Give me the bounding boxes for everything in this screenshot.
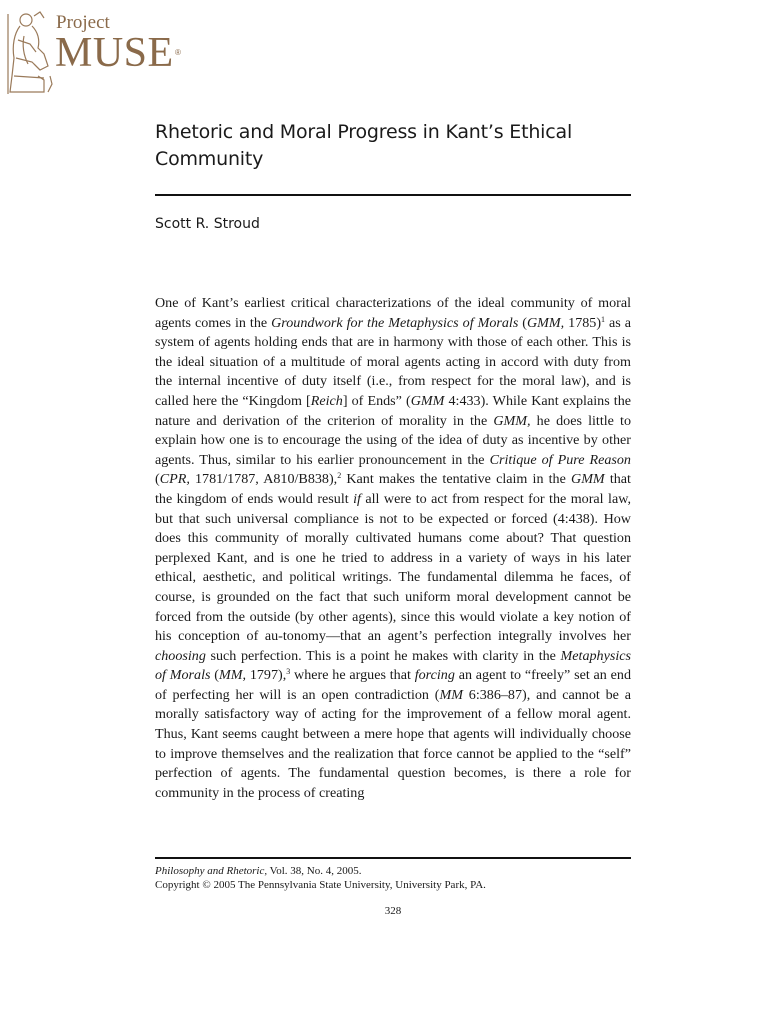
- journal-citation: [155, 864, 631, 878]
- article-title: Rhetoric and Moral Progress in Kant’s Ethical Community: [155, 121, 573, 170]
- logo-muse-text: MUSE: [55, 30, 174, 76]
- citation-footer: [155, 864, 631, 892]
- copyright-line: Copyright © 2005 The Pennsylvania State University, University Park, PA.: [155, 879, 486, 891]
- body-paragraph: One of Kant’s earliest critical characterizations of the ideal community of moral agents comes in the Groundwork for the Metaphysics of Morals (GMM, 1785)$^1$ as a system of agents holding ends that are in harmony with those of each other. This is the ideal situation of a multitude of moral agents acting in accord with duty from the internal incentive of duty itself (i.e., from respect for the moral law), and is called here the “Kingdom [Reich] of Ends” (GMM 4:433). While Kant explains the nature and derivation of the criterion of morality in the GMM, he does little to explain how one is to encourage the using of the idea of duty as incentive by other agents. Thus, similar to his earlier pronouncement in the Critique of Pure Reason (CPR, 1781/1787, A810/B838),$^2$ Kant makes the tentative claim in the GMM that the kingdom of ends would result if all were to act from respect for the moral law, but that such universal compliance is not to be expected or forced (4:438). How does this community of morally cultivated humans come about? That question perplexed Kant, and is one he tried to address in a variety of ways in his later ethical, aesthetic, and political writings. The fundamental dilemma he faces, of course, is grounded on the fact that such uniform moral development cannot be forced from the outside (by other agents), since this would violate a key notion of his conception of au-tonomy—that an agent’s perfection integrally involves her choosing such perfection. This is a point he makes with clarity in the Metaphysics of Morals (MM, 1797),$^3$ where he argues that forcing an agent to “freely” set an end of perfecting her will is an open contradiction (MM 6:386–87), and cannot be a morally satisfactory way of acting for the improvement of a fellow moral agent. Thus, Kant seems caught between a mere hope that agents will individually choose to improve themselves and the realization that force cannot be applied to the “self” perfection of agents. The fundamental question becomes, is there a role for community in the process of creating: [155, 295, 632, 801]
- footnote-ref-3[interactable]: 3: [286, 667, 291, 677]
- registered-mark: ®: [175, 48, 181, 57]
- article-author: Scott R. Stroud: [155, 216, 260, 232]
- footnote-ref-2[interactable]: 2: [337, 471, 342, 481]
- page-number: 328: [384, 905, 402, 917]
- seated-figure-logo-icon: [4, 6, 56, 98]
- footnote-ref-1[interactable]: 1: [601, 314, 606, 324]
- footer-rule: [155, 857, 631, 859]
- title-rule: [155, 194, 631, 196]
- project-muse-logo: [4, 6, 194, 98]
- journal-name: Philosophy and Rhetoric,: [155, 865, 268, 877]
- journal-volume: Vol. 38, No. 4, 2005.: [267, 865, 362, 877]
- logo-project-text: Project: [56, 12, 110, 33]
